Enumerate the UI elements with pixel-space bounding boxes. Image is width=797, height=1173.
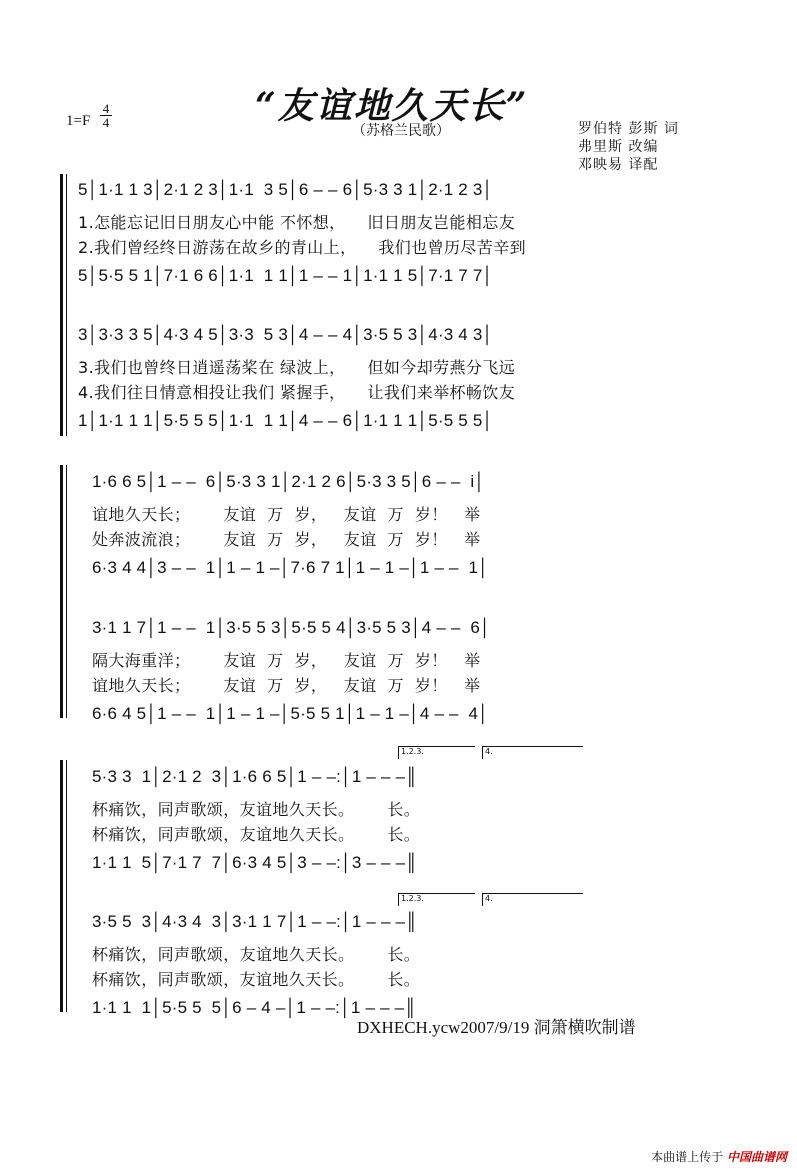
lyric-line-2: 2.我们曾经终日游荡在故乡的青山上， 我们也曾历尽苦辛到 [78, 238, 527, 257]
time-signature [100, 102, 112, 129]
volta-first-ending: 1.2.3. [398, 893, 475, 906]
system-5 [92, 767, 420, 873]
lyric-line-1: 3.我们也曾终日逍遥荡桨在 绿波上， 但如今却劳燕分飞远 [78, 358, 516, 377]
system-brace [60, 760, 63, 1012]
melody-line: 3·1 1 7│1 – – 1│3·5 5 3│5·5 5 4│3·5 5 3│4 – – 6│ [92, 618, 491, 637]
system-6 [92, 912, 420, 1018]
system-4 [92, 618, 491, 724]
song-title: “友谊地久天长” [255, 85, 529, 127]
site-logo: 中国曲谱网 [726, 1150, 787, 1164]
transcriber-credit: DXHECH.ycw2007/9/19 洞箫横吹制谱 [357, 1018, 636, 1037]
melody-line: 3│3·3 3 5│4·3 4 5│3·3 5 3│4 – – 4│3·5 5 3│4·3 4 3│ [78, 325, 494, 344]
bass-line: 6·3 4 4│3 – – 1│1 – 1 –│7·6 7 1│1 – 1 –│1 – – 1│ [92, 558, 489, 577]
lyric-line-2: 杯痛饮，同声歌颂，友谊地久天长。 长。 [92, 970, 421, 989]
bass-line: 1·1 1 5│7·1 7 7│6·3 4 5│3 – –:│3 – – –║ [92, 853, 418, 872]
credit-lyricist: 罗伯特 彭斯 词 [578, 121, 679, 137]
lyric-line-1: 隔大海重洋； 友谊 万 岁， 友谊 万 岁！ 举 [92, 651, 481, 670]
upload-text: 本曲谱上传于 [651, 1150, 724, 1164]
melody-line: 3·5 5 3│4·3 4 3│3·1 1 7│1 – –:│1 – – –║ [92, 912, 418, 931]
system-3 [92, 472, 489, 578]
system-1 [78, 180, 526, 286]
bass-line: 1·1 1 1│5·5 5 5│6 – 4 –│1 – –:│1 – – –║ [92, 998, 417, 1017]
melody-line: 1·6 6 5│1 – – 6│5·3 3 1│2·1 2 6│5·3 3 5│6 – – i│ [92, 472, 486, 491]
bass-line: 1│1·1 1 1│5·5 5 5│1·1 1 1│4 – – 6│1·1 1 1│5·5 5 5│ [78, 411, 494, 430]
melody-line: 5│1·1 1 3│2·1 2 3│1·1 3 5│6 – – 6│5·3 3 1│2·1 2 3│ [78, 180, 494, 199]
time-signature-bottom: 4 [102, 115, 110, 130]
system-brace [60, 465, 63, 718]
lyric-line-1: 杯痛饮，同声歌颂，友谊地久天长。 长。 [92, 800, 421, 819]
lyric-line-2: 谊地久天长； 友谊 万 岁， 友谊 万 岁！ 举 [92, 676, 481, 695]
time-signature-top: 4 [102, 101, 110, 116]
bass-line: 6·6 4 5│1 – – 1│1 – 1 –│5·5 5 1│1 – 1 –│4 – – 4│ [92, 704, 489, 723]
song-subtitle: （苏格兰民歌） [352, 123, 450, 139]
volta-second-ending: 4. [482, 893, 583, 906]
lyric-line-1: 1.怎能忘记旧日朋友心中能 不怀想， 旧日朋友岂能相忘友 [78, 213, 516, 232]
system-brace-line [66, 760, 67, 1012]
credit-translator: 邓映易 译配 [578, 157, 659, 173]
volta-first-ending: 1.2.3. [398, 746, 475, 759]
volta-second-ending: 4. [482, 746, 583, 759]
credit-arranger: 弗里斯 改编 [578, 139, 659, 155]
system-brace-line [66, 465, 67, 718]
lyric-line-2: 处奔波流浪； 友谊 万 岁， 友谊 万 岁！ 举 [92, 530, 481, 549]
lyric-line-2: 4.我们往日情意相投让我们 紧握手， 让我们来举杯畅饮友 [78, 383, 516, 402]
system-brace-line [66, 174, 67, 436]
lyric-line-1: 谊地久天长； 友谊 万 岁， 友谊 万 岁！ 举 [92, 505, 481, 524]
system-brace [60, 174, 63, 436]
bass-line: 5│5·5 5 1│7·1 6 6│1·1 1 1│1 – – 1│1·1 1 5│7·1 7 7│ [78, 266, 494, 285]
lyric-line-1: 杯痛饮，同声歌颂，友谊地久天长。 长。 [92, 945, 421, 964]
melody-line: 5·3 3 1│2·1 2 3│1·6 6 5│1 – –:│1 – – –║ [92, 767, 418, 786]
system-2 [78, 325, 515, 431]
upload-credit [651, 1148, 787, 1165]
key-signature: 1=F [66, 113, 91, 129]
lyric-line-2: 杯痛饮，同声歌颂，友谊地久天长。 长。 [92, 825, 421, 844]
